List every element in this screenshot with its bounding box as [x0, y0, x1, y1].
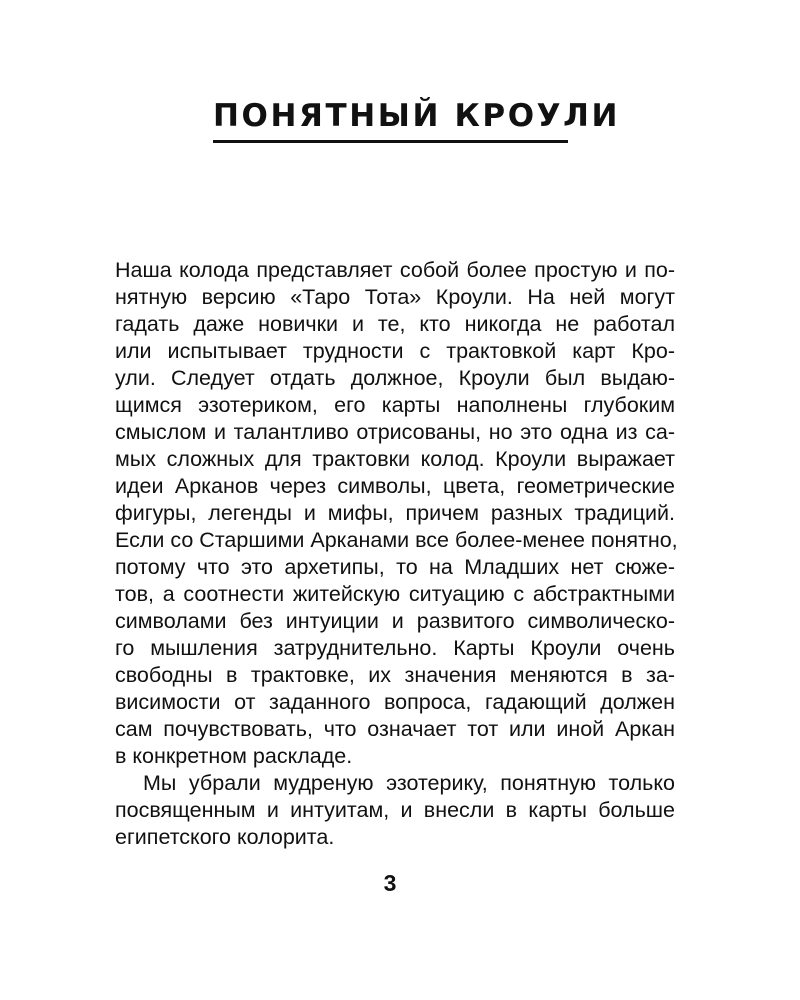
- title-underline: [213, 140, 568, 143]
- text-line: тов, а соотнести житейскую ситуацию с абстрактными: [115, 582, 675, 606]
- text-line: Мы убрали мудреную эзотерику, понятную только: [143, 771, 675, 795]
- text-line: смыслом и талантливо отрисованы, но это одна из са-: [115, 420, 675, 444]
- text-line: ули. Следует отдать должное, Кроули был выдаю-: [115, 366, 675, 390]
- text-line: Если со Старшими Арканами все более-менее понятно,: [115, 528, 678, 552]
- text-line: в конкретном раскладе.: [115, 744, 353, 768]
- text-line: Наша колода представляет собой более простую и по-: [115, 258, 675, 282]
- text-line: сам почувствовать, что означает тот или иной Аркан: [115, 717, 675, 741]
- chapter-title: ПОНЯТНЫЙ КРОУЛИ: [213, 98, 621, 134]
- chapter-heading: [213, 96, 621, 143]
- text-line: висимости от заданного вопроса, гадающий должен: [115, 690, 675, 714]
- text-line: или испытывает трудности с трактовкой карт Кро-: [115, 339, 675, 363]
- text-line: египетского колорита.: [115, 825, 335, 849]
- text-line: го мышления затруднительно. Карты Кроули очень: [115, 636, 675, 660]
- text-line: фигуры, легенды и мифы, причем разных традиций.: [115, 501, 675, 525]
- text-line: свободны в трактовке, их значения меняются в за-: [115, 663, 675, 687]
- text-line: символами без интуиции и развитого символическо-: [115, 609, 675, 633]
- text-line: щимся эзотериком, его карты наполнены глубоким: [115, 393, 675, 417]
- page-number: 3: [383, 870, 397, 896]
- text-line: посвященным и интуитам, и внесли в карты больше: [115, 798, 675, 822]
- text-line: мых сложных для трактовки колод. Кроули выражает: [115, 447, 675, 471]
- text-line: гадать даже новички и те, кто никогда не работал: [115, 312, 675, 336]
- text-line: идеи Арканов через символы, цвета, геометрические: [115, 474, 675, 498]
- text-line: нятную версию «Таро Тота» Кроули. На ней могут: [115, 285, 675, 309]
- body-text: [115, 257, 678, 851]
- text-line: потому что это архетипы, то на Младших нет сюже-: [115, 555, 675, 579]
